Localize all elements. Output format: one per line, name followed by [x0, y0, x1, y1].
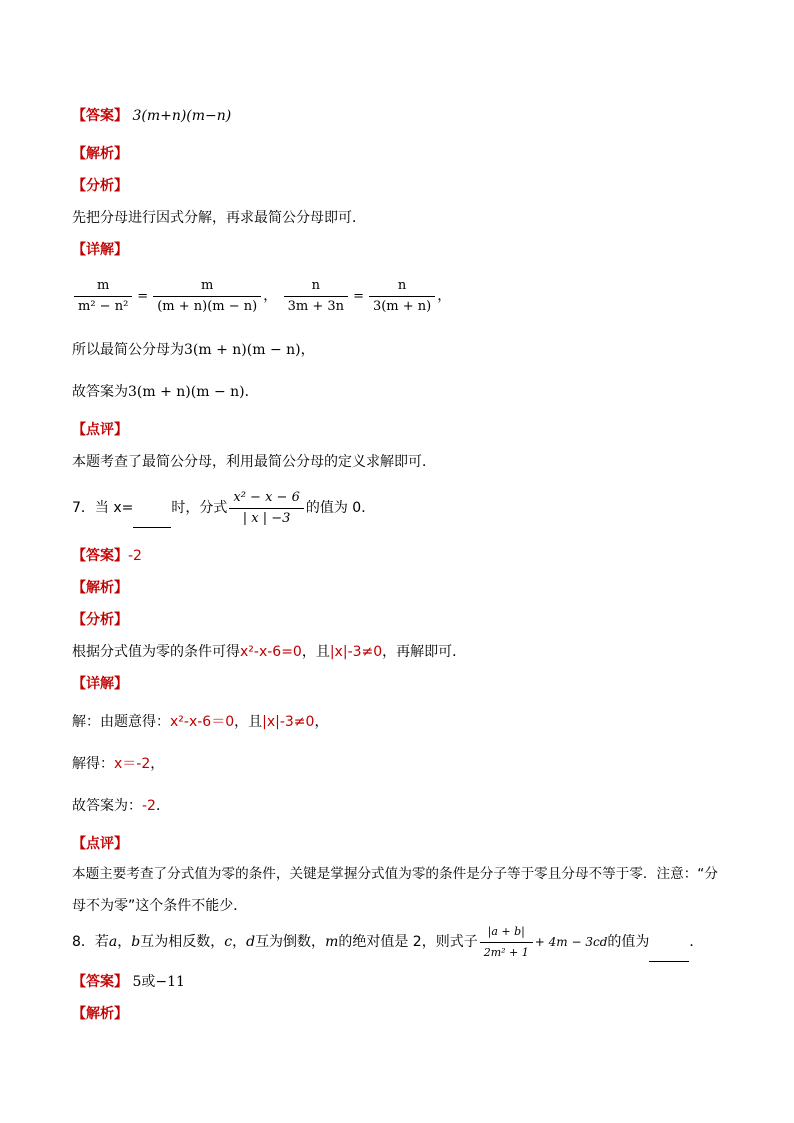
jiexi-tag: 【解析】	[72, 1006, 128, 1022]
answer-value: 3(m+n)(m−n)	[132, 108, 232, 124]
xiangjie-tag: 【详解】	[72, 242, 128, 258]
q6-dianping-heading	[72, 420, 128, 440]
q8-text-1: 互为相反数，	[140, 934, 225, 950]
step-1-equation: x²-x-6＝0	[170, 714, 235, 730]
step-3-text: 故答案为：	[72, 798, 142, 814]
jiexi-tag: 【解析】	[72, 580, 128, 596]
q6-dianping-text	[72, 452, 436, 472]
var-b: b	[131, 934, 141, 950]
fenxi-equation: x²-x-6=0	[240, 644, 302, 660]
answer-tag: 【答案】	[72, 548, 128, 564]
step-1-condition: |x|-3≠0	[262, 714, 315, 730]
q6-jiexi-heading	[72, 144, 128, 164]
q7-denominator: | x | −3	[242, 510, 291, 526]
q8-comma: ，	[117, 934, 132, 950]
q7-dianping-text-2	[72, 896, 247, 916]
q8-text-4: 的值为	[607, 934, 650, 950]
var-c: c	[224, 934, 233, 950]
q8-denominator: 2m² + 1	[483, 945, 529, 959]
q7-prefix: 7．当 x=	[72, 500, 134, 516]
conclusion-math: 3(m + n)(m − n)	[184, 342, 301, 358]
answer-tag: 【答案】	[72, 108, 128, 124]
q6-xiangjie-heading	[72, 240, 128, 260]
answer-value: 5或−11	[132, 974, 185, 990]
dianping-tag: 【点评】	[72, 836, 128, 852]
fraction-3	[284, 278, 348, 315]
step-2-punct: ，	[150, 756, 165, 772]
q7-answer-line	[72, 546, 142, 566]
fraction-3-numerator: n	[284, 278, 348, 297]
q8-numerator: |a + b|	[480, 924, 533, 943]
conclusion-punct: ，	[300, 342, 315, 358]
xiangjie-tag: 【详解】	[72, 676, 128, 692]
fenxi-connector: ，且	[301, 644, 330, 660]
fraction-1-numerator: m	[74, 278, 132, 297]
step-2-equation: x＝-2	[114, 756, 151, 772]
fraction-1	[74, 278, 132, 315]
fenxi-text: 先把分母进行因式分解，再求最简公分母即可．	[72, 210, 366, 226]
step-3-value: -2	[142, 798, 156, 814]
jiexi-tag: 【解析】	[72, 146, 128, 162]
dianping-text-line-1: 本题主要考查了分式值为零的条件，关键是掌握分式值为零的条件是分子等于零且分母不等于零．注意：“分	[72, 866, 718, 882]
q7-jiexi-heading	[72, 578, 128, 598]
fenxi-tag: 【分析】	[72, 612, 128, 628]
fraction-4	[369, 278, 435, 315]
q8-text-2: 互为倒数，	[255, 934, 326, 950]
fraction-3-denominator: 3m + 3n	[287, 298, 345, 314]
q7-xiangjie-heading	[72, 674, 128, 694]
q8-expression-tail: + 4m − 3cd	[534, 935, 608, 949]
fraction-2-denominator: (m + n)(m − n)	[157, 298, 258, 314]
q7-fenxi-heading	[72, 610, 128, 630]
final-answer-math: 3(m + n)(m − n)	[128, 384, 245, 400]
step-1-text: 解：由题意得：	[72, 714, 170, 730]
q6-fraction-equations	[72, 276, 451, 317]
fraction-4-numerator: n	[369, 278, 435, 297]
fenxi-ending: ，再解即可．	[382, 644, 467, 660]
fenxi-tag: 【分析】	[72, 178, 128, 194]
answer-blank	[133, 513, 171, 528]
dianping-tag: 【点评】	[72, 422, 128, 438]
separator: ，	[263, 288, 278, 304]
var-a: a	[108, 934, 118, 950]
fraction-2	[153, 278, 261, 315]
fraction-2-numerator: m	[153, 278, 261, 297]
q8-question	[72, 922, 703, 962]
q8-answer-line	[72, 972, 185, 992]
q7-suffix: 的值为 0．	[305, 500, 376, 516]
var-m: m	[325, 934, 339, 950]
q8-jiexi-heading	[72, 1004, 128, 1024]
q7-step-3	[72, 796, 170, 816]
q6-conclusion-line	[72, 340, 315, 360]
q7-numerator: x² − x − 6	[229, 490, 303, 509]
step-1-connector: ，且	[234, 714, 263, 730]
answer-value: -2	[128, 548, 142, 564]
step-2-text: 解得：	[72, 756, 114, 772]
equals-sign: =	[353, 289, 364, 304]
fenxi-condition: |x|-3≠0	[329, 644, 383, 660]
dianping-text-line-2: 母不为零”这个条件不能少．	[72, 898, 248, 914]
fenxi-text: 根据分式值为零的条件可得	[72, 644, 240, 660]
conclusion-text: 所以最简公分母为	[72, 342, 184, 358]
answer-tag: 【答案】	[72, 974, 128, 990]
q8-end: ．	[689, 934, 704, 950]
q7-step-2	[72, 754, 164, 774]
answer-blank	[649, 947, 689, 962]
q6-fenxi-text	[72, 208, 366, 228]
q6-fenxi-heading	[72, 176, 128, 196]
q7-dianping-heading	[72, 834, 128, 854]
q7-dianping-text-1	[72, 864, 718, 884]
final-answer-punct: ．	[244, 384, 259, 400]
dianping-text: 本题考查了最简公分母，利用最简公分母的定义求解即可．	[72, 454, 436, 470]
q8-prefix: 8．若	[72, 934, 109, 950]
q7-mid: 时，分式	[171, 500, 228, 516]
q8-comma: ，	[232, 934, 247, 950]
end-comma: ，	[437, 288, 452, 304]
step-1-punct: ，	[314, 714, 329, 730]
equals-sign: =	[137, 289, 149, 304]
q6-answer-line	[72, 106, 231, 126]
q8-text-3: 的绝对值是 2，则式子	[338, 934, 478, 950]
q7-question	[72, 488, 375, 528]
step-3-punct: ．	[155, 798, 170, 814]
q7-fraction	[229, 490, 303, 527]
q8-fraction	[480, 924, 533, 961]
fraction-4-denominator: 3(m + n)	[372, 298, 432, 314]
q6-final-answer-line	[72, 382, 259, 402]
q7-step-1	[72, 712, 328, 732]
var-d: d	[246, 934, 256, 950]
fraction-1-denominator: m² − n²	[78, 298, 129, 314]
final-answer-text: 故答案为	[72, 384, 128, 400]
q7-fenxi-text	[72, 642, 466, 662]
